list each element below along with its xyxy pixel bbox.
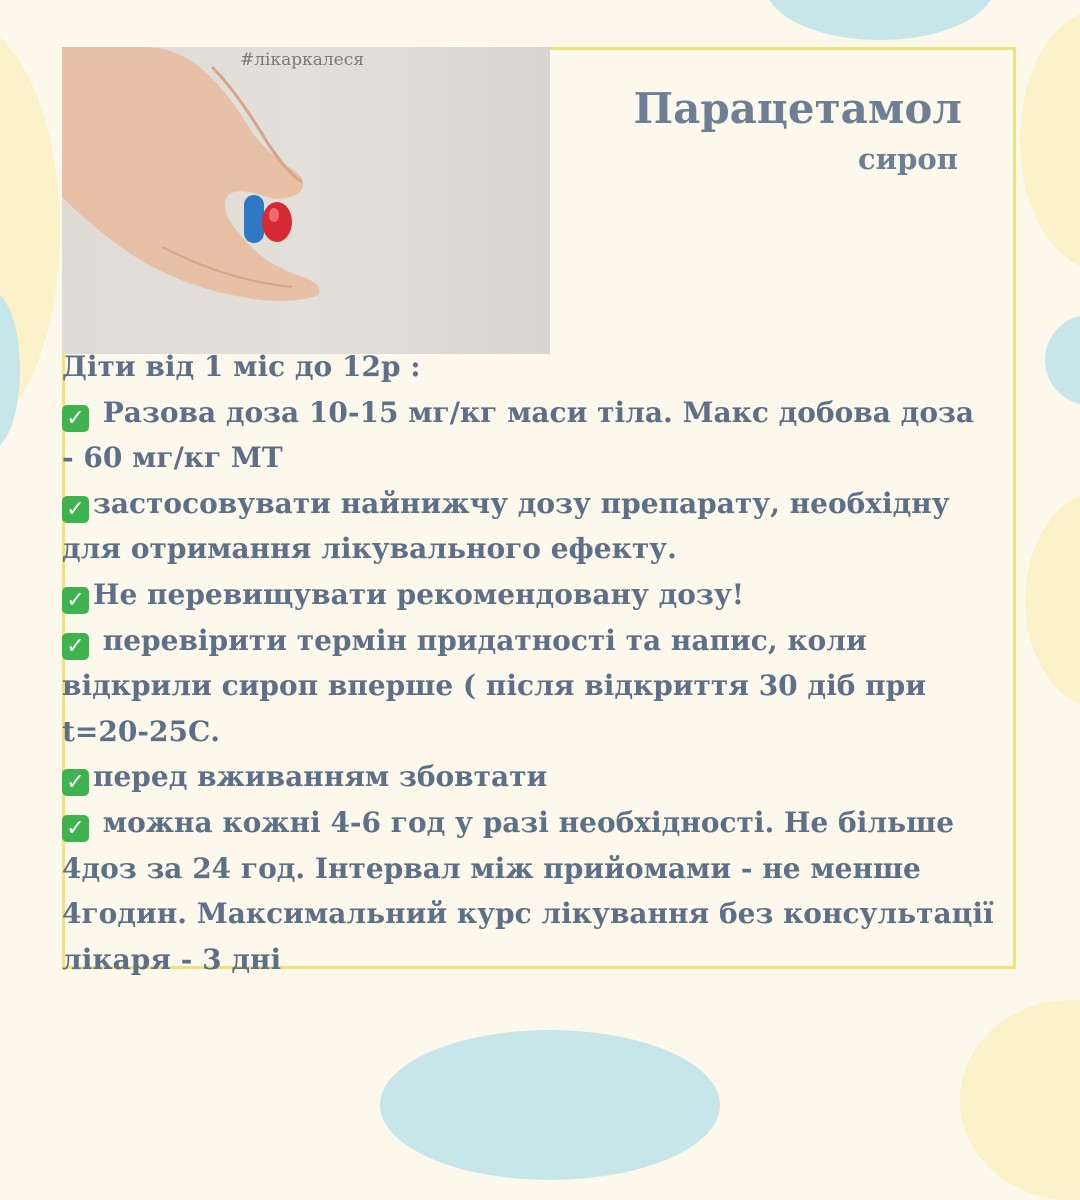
instruction-line: 4годин. Максимальний курс лікування без консультації [62, 897, 994, 931]
check-mark-button-icon: ✓ [62, 633, 89, 660]
instruction-line: - 60 мг/кг МТ [62, 441, 283, 475]
check-mark-button-icon: ✓ [62, 496, 89, 523]
blue-pill [244, 195, 264, 243]
page-subtitle: сироп [857, 142, 958, 176]
instruction-line: для отримання лікувального ефекту. [62, 532, 677, 566]
decor-circle-bottom-yellow [960, 1000, 1080, 1200]
hashtag-label: #лікаркалеся [240, 50, 364, 70]
dosage-instructions [62, 344, 1012, 982]
instruction-line: ✓ перед вживанням збовтати [62, 754, 1012, 800]
instruction-line: лікаря - 3 дні [62, 942, 282, 976]
check-mark-button-icon: ✓ [62, 815, 89, 842]
check-mark-button-icon: ✓ [62, 405, 89, 432]
check-mark-button-icon: ✓ [62, 769, 89, 796]
instruction-line: 4доз за 24 год. Інтервал між прийомами - не менше [62, 851, 921, 885]
red-pill [262, 202, 292, 242]
decor-circle-bottom-blue [380, 1030, 720, 1180]
instruction-line: ✓ Разова доза 10-15 мг/кг маси тіла. Макс добова доза [62, 390, 1012, 436]
hand-holding-pills-illustration [62, 47, 550, 354]
instruction-line: t=20-25С. [62, 714, 220, 748]
decor-circle-right-yellow [1020, 10, 1080, 270]
check-mark-button-icon: ✓ [62, 587, 89, 614]
instruction-line: відкрили сироп вперше ( після відкриття 30 діб при [62, 669, 926, 703]
decor-circle-right-yellow-lower [1025, 490, 1080, 710]
age-heading: Діти від 1 міс до 12р : [62, 350, 421, 383]
instruction-line: ✓ Не перевищувати рекомендовану дозу! [62, 572, 1012, 618]
instruction-line: ✓ перевірити термін придатності та напис, коли [62, 618, 1012, 664]
instruction-line: ✓ можна кожні 4-6 год у разі необхідності. Не більше [62, 800, 1012, 846]
decor-circle-top [765, 0, 995, 40]
page-title: Парацетамол [633, 84, 962, 133]
decor-circle-right-blue [1045, 315, 1080, 405]
instruction-line: ✓ застосовувати найнижчу дозу препарату, необхідну [62, 481, 1012, 527]
hand-with-pills-photo [62, 47, 550, 354]
